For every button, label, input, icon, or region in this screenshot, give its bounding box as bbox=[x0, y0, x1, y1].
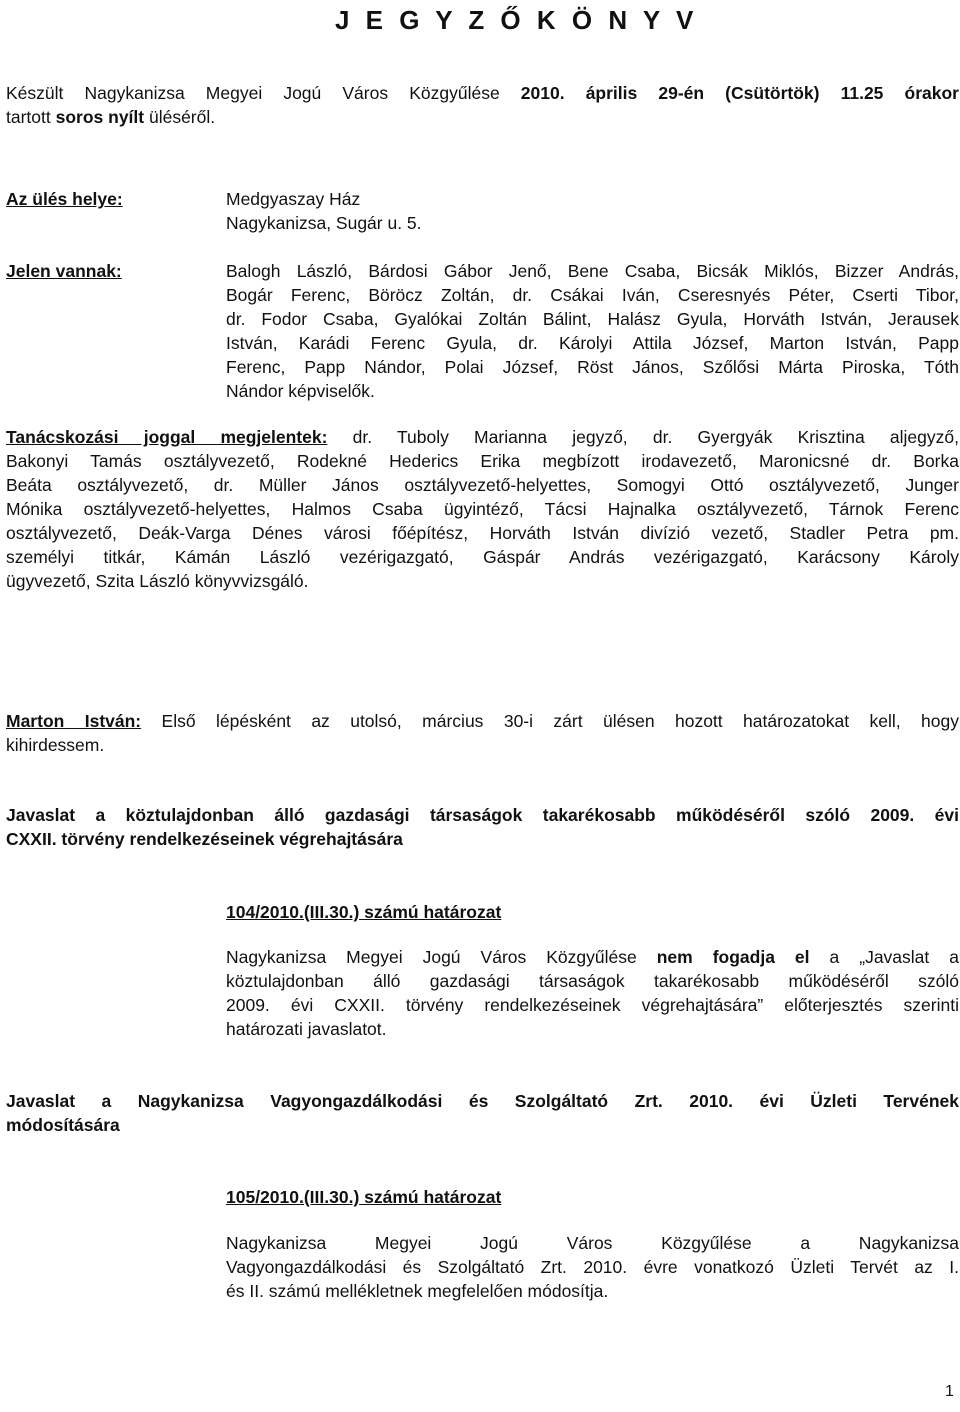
resolution-number: 104/2010.(III.30.) számú határozat bbox=[226, 902, 502, 922]
agenda-heading-line: módosítására bbox=[6, 1115, 120, 1135]
resolution-text bbox=[226, 1231, 959, 1303]
document-title: J E G Y Z Ő K Ö N Y V bbox=[335, 5, 698, 35]
present-line: Ferenc, Papp Nándor, Polai József, Röst János, Szőlősi Márta Piroska, Tóth bbox=[226, 357, 959, 377]
agenda-heading-line: CXXII. törvény rendelkezéseinek végrehajtására bbox=[6, 829, 403, 849]
meeting-date: 2010. április 29-én (Csütörtök) 11.25 órakor bbox=[520, 83, 959, 103]
resolution-line: köztulajdonban álló gazdasági társaságok takarékosabb működéséről szóló bbox=[226, 971, 959, 991]
advisory-line bbox=[6, 425, 959, 449]
resolution-line: és II. számú mellékletnek megfelelően módosítja. bbox=[226, 1281, 609, 1301]
resolution-line: Vagyongazdálkodási és Szolgáltató Zrt. 2010. évre vonatkozó Üzleti Tervét az I. bbox=[226, 1257, 959, 1277]
venue-label: Az ülés helye: bbox=[6, 189, 123, 209]
resolution-line: határozati javaslatot. bbox=[226, 1019, 387, 1039]
resolution-text-part: Nagykanizsa Megyei Jogú Város Közgyűlése bbox=[226, 947, 657, 967]
intro-text: tartott bbox=[6, 107, 56, 127]
intro-line-2 bbox=[6, 105, 959, 129]
agenda-heading-1 bbox=[6, 803, 959, 851]
page-number: 1 bbox=[945, 1383, 954, 1400]
intro-line-1 bbox=[6, 81, 959, 105]
speech-text: Első lépésként az utolsó, március 30-i zárt ülésen hozott határozatokat kell, hogy bbox=[141, 711, 959, 731]
advisory-line: Beáta osztályvezető, dr. Müller János osztályvezető-helyettes, Somogyi Ottó osztályvezető, Junger bbox=[6, 475, 959, 495]
present-label: Jelen vannak: bbox=[6, 261, 122, 281]
resolution-line bbox=[226, 945, 959, 969]
present-line: Bogár Ferenc, Böröcz Zoltán, dr. Csákai Iván, Cseresnyés Péter, Cserti Tibor, bbox=[226, 285, 959, 305]
advisory-paragraph bbox=[6, 425, 959, 593]
present-line: István, Karádi Ferenc Gyula, dr. Károlyi Attila József, Marton István, Papp bbox=[226, 333, 959, 353]
resolution-line: Nagykanizsa Megyei Jogú Város Közgyűlése a Nagykanizsa bbox=[226, 1233, 959, 1253]
advisory-line: ügyvezető, Szita László könyvvizsgáló. bbox=[6, 571, 309, 591]
speaker-name: Marton István: bbox=[6, 711, 142, 731]
intro-text: Készült Nagykanizsa Megyei Jogú Város Közgyűlése bbox=[6, 83, 521, 103]
present-line: Balogh László, Bárdosi Gábor Jenő, Bene Csaba, Bicsák Miklós, Bizzer András, bbox=[226, 261, 959, 281]
intro-text: üléséről. bbox=[144, 107, 216, 127]
advisory-line: Bakonyi Tamás osztályvezető, Rodekné Hederics Erika megbízott irodavezető, Maronicsné dr. Borka bbox=[6, 451, 959, 471]
agenda-heading-2 bbox=[6, 1089, 959, 1137]
advisory-line: Mónika osztályvezető-helyettes, Halmos Csaba ügyintéző, Tácsi Hajnalka osztályvezető, Tárnok Ferenc bbox=[6, 499, 959, 519]
present-line: dr. Fodor Csaba, Gyalókai Zoltán Bálint, Halász Gyula, Horváth István, Jerausek bbox=[226, 309, 959, 329]
intro-paragraph bbox=[6, 81, 959, 129]
venue-line: Medgyaszay Ház bbox=[226, 189, 361, 209]
advisory-text: dr. Tuboly Marianna jegyző, dr. Gyergyák Krisztina aljegyző, bbox=[327, 427, 959, 447]
resolution-text bbox=[226, 945, 959, 1041]
advisory-line: személyi titkár, Kámán László vezérigazgató, Gáspár András vezérigazgató, Karácsony Károly bbox=[6, 547, 959, 567]
speech-line: kihirdessem. bbox=[6, 735, 105, 755]
resolution-line: 2009. évi CXXII. törvény rendelkezéseinek végrehajtására” előterjesztés szerinti bbox=[226, 995, 959, 1015]
resolution-number: 105/2010.(III.30.) számú határozat bbox=[226, 1187, 502, 1207]
agenda-heading-line: Javaslat a Nagykanizsa Vagyongazdálkodási és Szolgáltató Zrt. 2010. évi Üzleti Tervének bbox=[6, 1091, 959, 1111]
meeting-type: soros nyílt bbox=[55, 107, 145, 127]
agenda-heading-line: Javaslat a köztulajdonban álló gazdasági társaságok takarékosabb működéséről szóló 2009. évi bbox=[6, 805, 959, 825]
present-line: Nándor képviselők. bbox=[226, 381, 375, 401]
resolution-decision: nem fogadja el bbox=[656, 947, 810, 967]
venue-value bbox=[226, 187, 959, 235]
resolution-text-part: a „Javaslat a bbox=[809, 947, 959, 967]
speech-line bbox=[6, 709, 959, 733]
venue-line: Nagykanizsa, Sugár u. 5. bbox=[226, 213, 422, 233]
advisory-label: Tanácskozási joggal megjelentek: bbox=[6, 427, 328, 447]
present-list bbox=[226, 259, 959, 403]
advisory-line: osztályvezető, Deák-Varga Dénes városi főépítész, Horváth István divízió vezető, Stadler Petra pm. bbox=[6, 523, 959, 543]
speech-paragraph bbox=[6, 709, 959, 757]
